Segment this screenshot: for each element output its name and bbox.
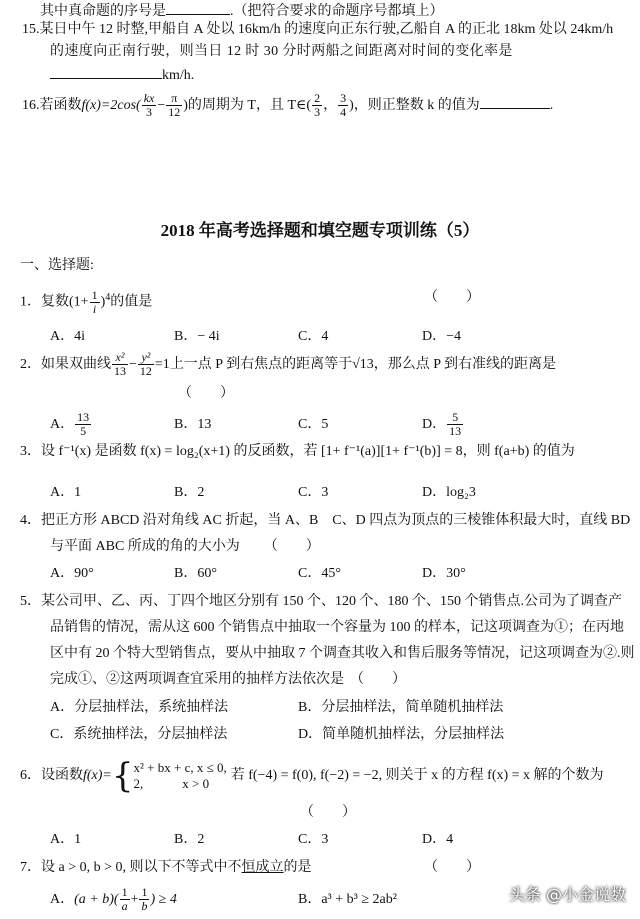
- q5-line1: [20, 592, 622, 612]
- q16-function: f(x)=2cos(: [81, 98, 141, 113]
- q3-number: 3．: [20, 444, 41, 459]
- q3-option-d[interactable]: D．log₂3: [422, 485, 476, 500]
- q4-option-d[interactable]: D．30°: [422, 566, 466, 581]
- q1-i: i: [92, 301, 97, 316]
- q2-option-d[interactable]: [422, 408, 464, 442]
- q2-root: √13: [352, 357, 374, 372]
- q16-close: )，则正整数 k 的值为: [349, 98, 480, 113]
- q16-number: 16.: [22, 98, 40, 113]
- q5-line3: 区中有 20 个特大型销售点，要从中抽取 7 个调查其收入和售后服务等情况，记这项调查为②.则: [50, 646, 635, 661]
- q6-number: 6．: [20, 768, 41, 783]
- q16-minus: −: [157, 98, 166, 113]
- q16-kx: kx: [143, 91, 155, 106]
- q4-line1: [20, 511, 630, 531]
- q4-option-b[interactable]: B．60°: [174, 566, 217, 581]
- q2-option-d-label: D．: [422, 417, 447, 432]
- q5-line2: 品销售的情况，需从这 600 个销售点中抽取一个容量为 100 的样本，记这项调查为①；在丙地: [50, 620, 624, 635]
- prev-question-text: 其中真命题的序号是: [40, 4, 166, 19]
- q2-minus: −: [129, 357, 137, 372]
- watermark: 头条 @小金说数: [508, 885, 626, 904]
- q1-option-d[interactable]: D．−4: [422, 329, 462, 344]
- q2-answer-paren[interactable]: （ ）: [178, 386, 234, 401]
- q15-unit: km/h.: [162, 68, 195, 83]
- q15-answer-blank[interactable]: [50, 64, 162, 79]
- q5-option-d[interactable]: D．简单随机抽样法，分层抽样法: [298, 727, 505, 742]
- q5-option-a[interactable]: A．分层抽样法，系统抽样法: [50, 700, 229, 715]
- q7-frac-b: [139, 886, 149, 913]
- q1-base: (1+: [69, 294, 89, 310]
- q1-exponent: 4: [105, 292, 111, 303]
- q2-12: 12: [139, 364, 152, 379]
- q16-comma: ，: [323, 98, 338, 113]
- q5-text4: 完成①、②这两项调查宜采用的抽样方法依次是: [50, 672, 344, 687]
- q1-answer-paren[interactable]: （ ）: [424, 290, 480, 305]
- q1-number: 1．: [20, 294, 41, 310]
- prev-question-hint: .（把符合要求的命题序号都填上）: [230, 4, 444, 19]
- q6-post: 若 f(−4) = f(0), f(−2) = −2, 则关于 x 的方程 f(x) = x 解的个数为: [230, 768, 604, 783]
- q6-option-b[interactable]: B．2: [174, 832, 205, 847]
- q4-line2: [50, 537, 320, 557]
- q2-frac-y: [138, 351, 154, 378]
- q16-end: .: [549, 98, 554, 113]
- q4-number: 4．: [20, 513, 41, 528]
- q7-option-a-pre: (a + b)(: [74, 892, 119, 907]
- q16-frac-kx: [142, 92, 157, 119]
- q16-three-den: 3: [314, 105, 321, 120]
- q1-post: 的值是: [110, 294, 153, 310]
- q3-line: [20, 442, 575, 462]
- q7-option-b[interactable]: B．a³ + b³ ≥ 2ab²: [298, 892, 397, 907]
- q7-number: 7．: [20, 860, 41, 875]
- q16-line: [22, 92, 553, 120]
- q6-option-d[interactable]: D．4: [422, 832, 454, 847]
- answer-blank[interactable]: [166, 0, 230, 15]
- q1-close: ): [100, 294, 106, 310]
- q1-option-a[interactable]: A．4i: [50, 329, 85, 344]
- q6-brace: {: [111, 755, 134, 796]
- q1-frac: [90, 289, 100, 316]
- q16-after: )的周期为 T，且 T∈(: [183, 98, 312, 113]
- q6-option-c[interactable]: C．3: [298, 832, 329, 847]
- q2-frac-x: [112, 351, 128, 378]
- q5-number: 5．: [20, 594, 41, 609]
- prev-question-line: [40, 0, 444, 22]
- q2-option-d-den: 13: [449, 424, 462, 439]
- q7-text-a: 设 a > 0, b > 0, 则以下不等式中不: [41, 860, 242, 875]
- q15-line1: [22, 20, 613, 40]
- q7-one-b: 1: [141, 885, 148, 900]
- q15-line3: [50, 64, 194, 86]
- q2-option-d-frac: [447, 411, 463, 438]
- q2-option-a-den: 5: [80, 424, 87, 439]
- q7-a: a: [121, 899, 128, 914]
- q7-option-a[interactable]: [50, 884, 177, 916]
- q7-frac-a: [120, 886, 130, 913]
- section-heading: 一、选择题:: [20, 258, 94, 273]
- q4-text: 把正方形 ABCD 沿对角线 AC 折起，当 A、B C、D 四点为顶点的三棱锥体积最大时，直线 BD: [41, 513, 631, 528]
- q7-option-a-label: A．: [50, 892, 75, 907]
- q6-cases: [134, 760, 227, 792]
- q7-text-b: 的是: [283, 860, 312, 875]
- q15-line2: 的速度向正南行驶，则当日 12 时 30 分时两船之间距离对时间的变化率是: [50, 44, 513, 59]
- q2-mid: 上一点 P 到右焦点的距离等于: [169, 357, 353, 372]
- q2-option-a-num: 13: [77, 410, 90, 425]
- q2-option-a[interactable]: [50, 408, 92, 442]
- q1-pre: 复数: [41, 294, 69, 310]
- q1-line: [20, 282, 152, 319]
- q1-option-b[interactable]: B．− 4i: [174, 329, 220, 344]
- q4-option-c[interactable]: C．45°: [298, 566, 341, 581]
- q2-option-a-frac: [75, 411, 91, 438]
- q5-answer-paren[interactable]: （ ）: [350, 672, 406, 687]
- q2-post: ，那么点 P 到右准线的距离是: [373, 357, 557, 372]
- q5-line4: [50, 670, 406, 690]
- q3-option-c[interactable]: C．3: [298, 485, 329, 500]
- q15-number: 15.: [22, 22, 40, 37]
- q2-option-a-label: A．: [50, 417, 75, 432]
- q6-line: [20, 756, 604, 796]
- q6-answer-paren[interactable]: （ ）: [300, 805, 356, 820]
- q16-frac-pi: [166, 92, 182, 119]
- q2-line: [20, 348, 556, 382]
- q16-answer-blank[interactable]: [480, 94, 550, 109]
- q7-answer-paren[interactable]: （ ）: [424, 860, 480, 875]
- q2-x2: x²: [115, 350, 125, 365]
- q6-case1: x² + bx + c, x ≤ 0,: [133, 759, 227, 775]
- q1-one: 1: [91, 287, 98, 302]
- page-title: 2018 年高考选择题和填空题专项训练（5）: [160, 221, 480, 240]
- q16-twelve: 12: [168, 105, 181, 120]
- q6-pre: 设函数: [41, 768, 83, 783]
- q16-pre: 若函数: [39, 98, 82, 113]
- q6-case2: 2, x > 0: [133, 775, 210, 791]
- q7-one-a: 1: [121, 885, 128, 900]
- q4-answer-paren[interactable]: （ ）: [263, 539, 320, 554]
- q7-option-a-post: ) ≥ 4: [150, 892, 177, 907]
- q2-y2: y²: [141, 350, 151, 365]
- q7-plus: +: [130, 892, 139, 907]
- q6-option-a[interactable]: A．1: [50, 832, 82, 847]
- q7-line: [20, 858, 312, 878]
- q1-option-c[interactable]: C．4: [298, 329, 329, 344]
- q16-two: 2: [314, 91, 321, 106]
- q4-option-a[interactable]: A．90°: [50, 566, 94, 581]
- q16-four: 4: [340, 105, 347, 120]
- q5-text1: 某公司甲、乙、丙、丁四个地区分别有 150 个、120 个、180 个、150 个销售点.公司为了调查产: [41, 594, 622, 609]
- q2-number: 2．: [20, 357, 41, 372]
- q2-option-d-num: 5: [447, 411, 463, 425]
- q7-text-underlined: 恒成立: [241, 860, 284, 875]
- q3-option-a[interactable]: A．1: [50, 485, 82, 500]
- q2-eq1: =1: [154, 357, 170, 372]
- q16-three-num: 3: [340, 91, 347, 106]
- q16-pi: π: [166, 92, 182, 106]
- q4-text2: 与平面 ABC 所成的角的大小为: [50, 539, 240, 554]
- q3-option-b[interactable]: B．2: [174, 485, 205, 500]
- q2-option-c[interactable]: C．5: [298, 417, 329, 432]
- q3-text: 设 f⁻¹(x) 是函数 f(x) = log₂(x+1) 的反函数，若 [1+ f⁻¹(a)][1+ f⁻¹(b)] = 8，则 f(a+b) 的值为: [41, 444, 575, 459]
- q5-option-b[interactable]: B．分层抽样法，简单随机抽样法: [298, 700, 504, 715]
- q5-option-c[interactable]: C．系统抽样法，分层抽样法: [50, 727, 228, 742]
- q2-13: 13: [114, 364, 126, 379]
- q2-pre: 如果双曲线: [41, 357, 111, 372]
- q15-text: 某日中午 12 时整,甲船自 A 处以 16km/h 的速度向正东行驶,乙船自 A 的正北 18km 处以 24km/h: [39, 22, 614, 37]
- q7-b: b: [141, 899, 148, 914]
- q2-option-b[interactable]: B．13: [174, 417, 212, 432]
- q16-frac-3-4: [338, 92, 348, 119]
- q16-frac-2-3: [312, 92, 322, 119]
- q6-function: f(x)=: [83, 768, 112, 783]
- q16-three: 3: [146, 105, 153, 120]
